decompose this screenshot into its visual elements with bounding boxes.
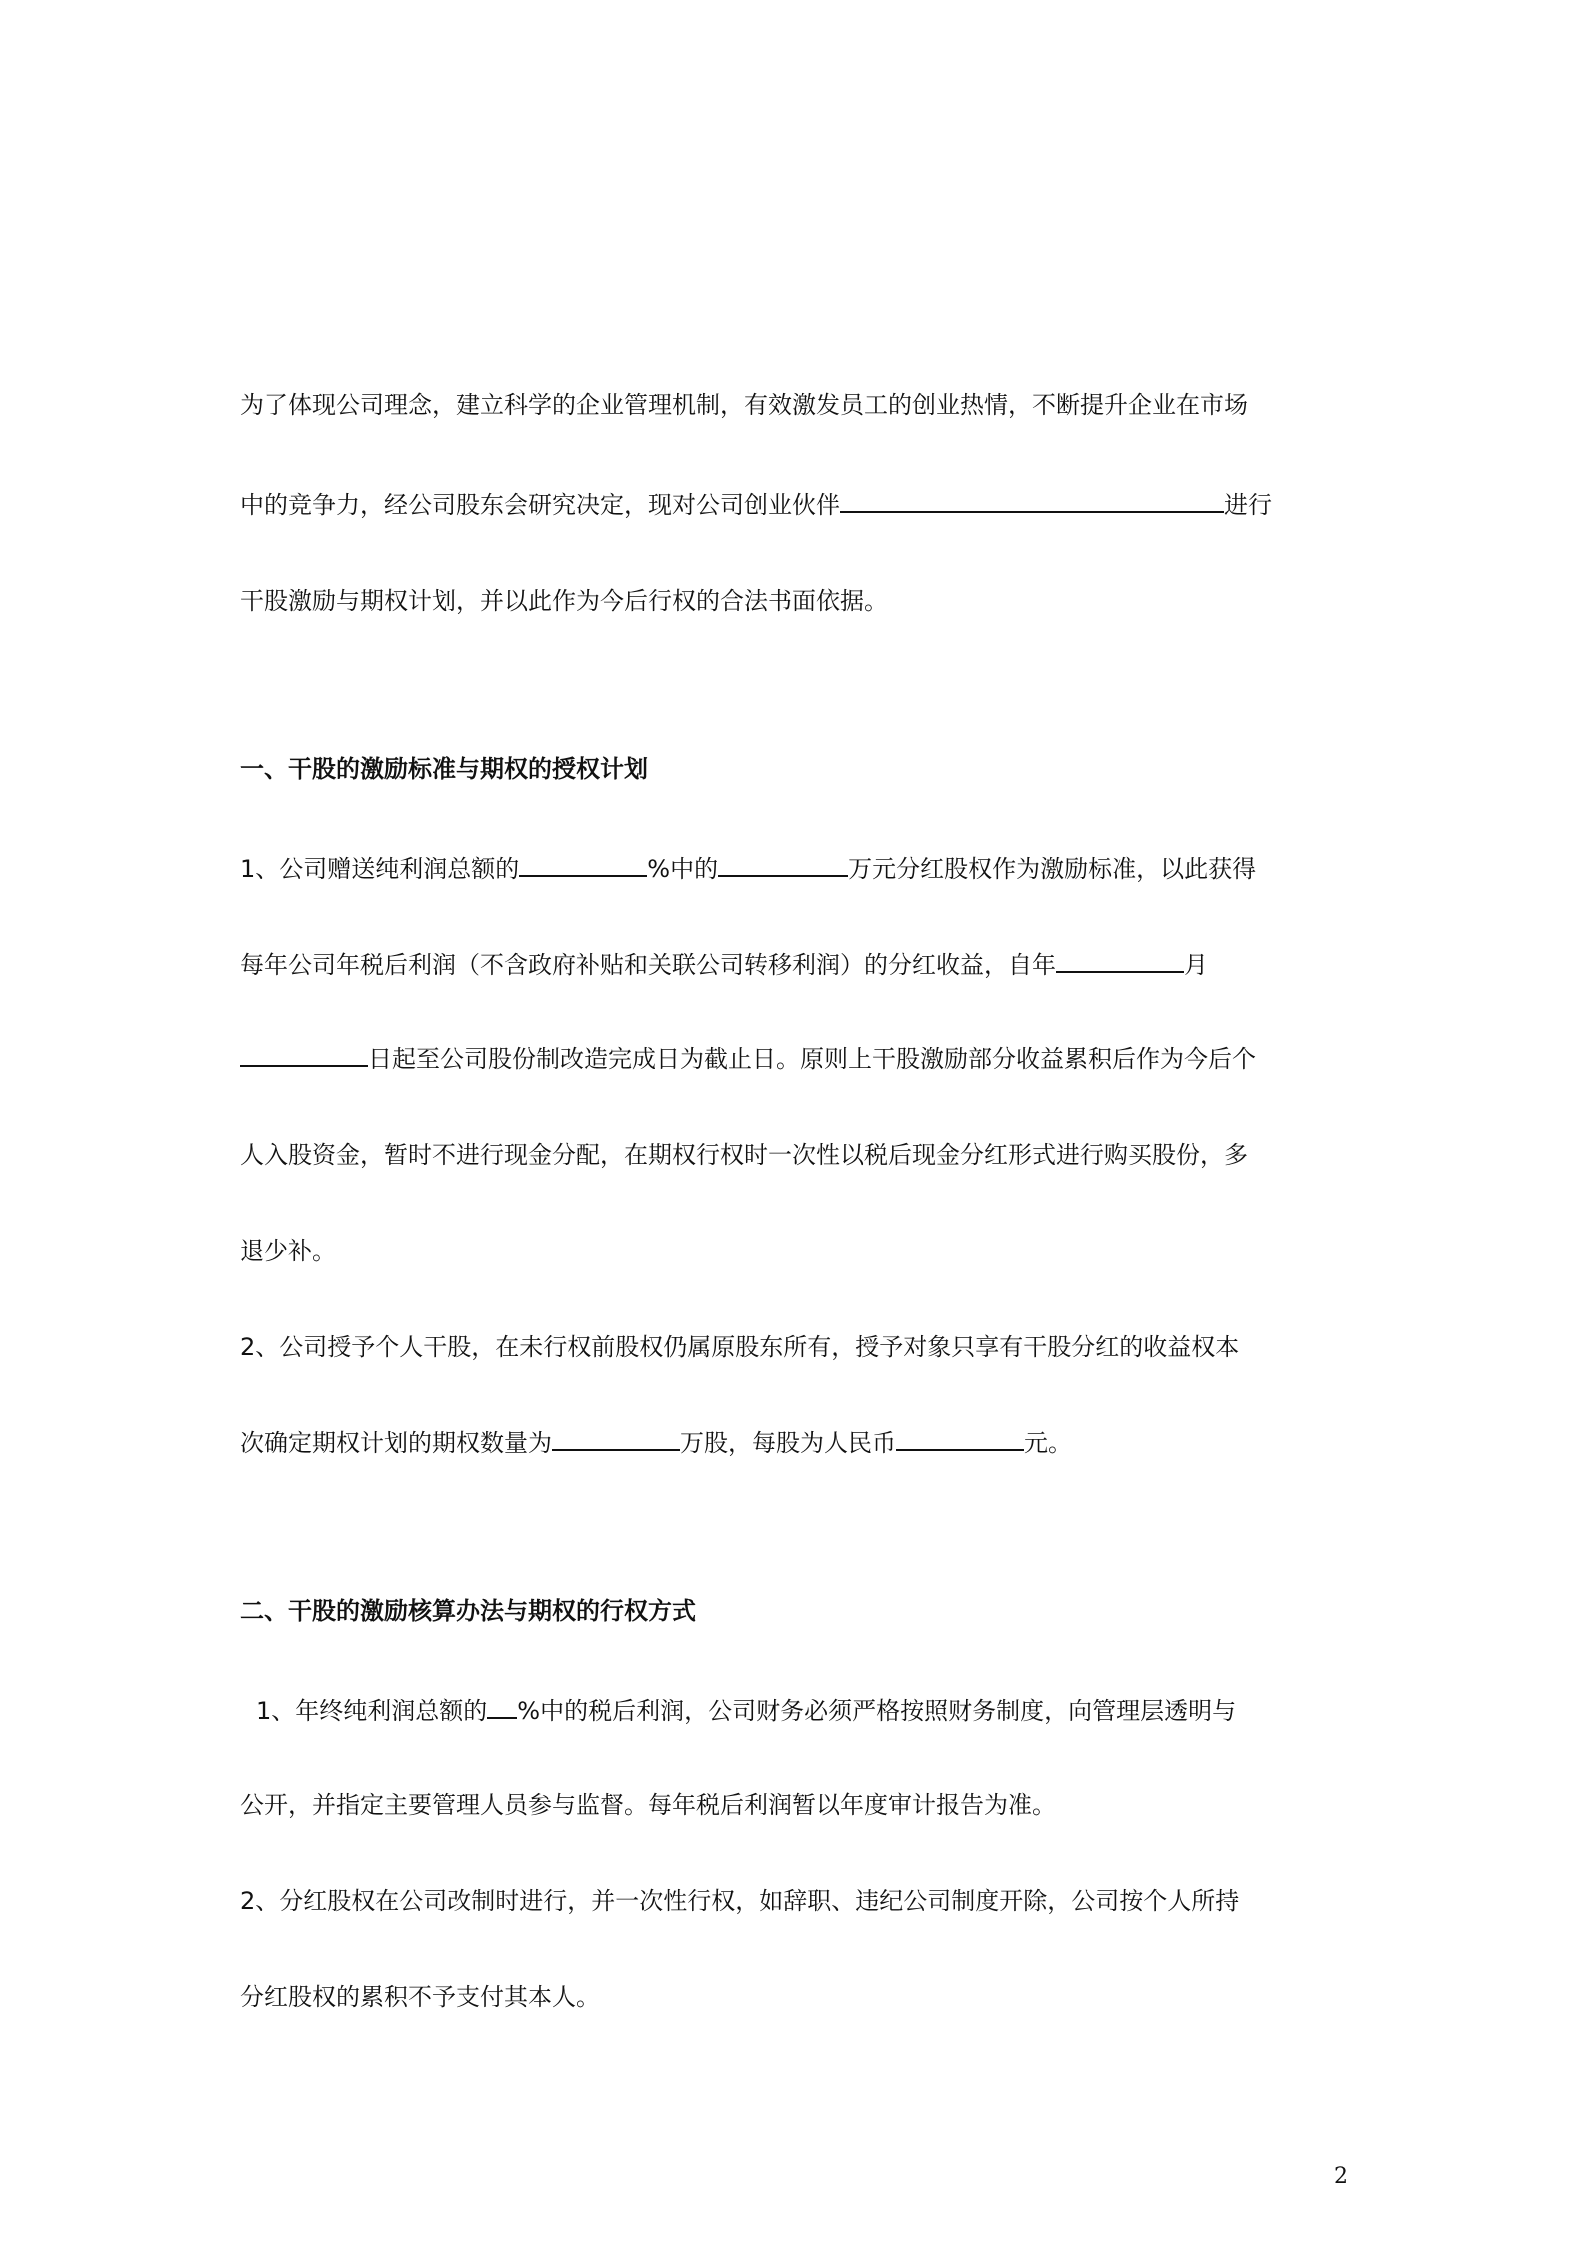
profit-percent-blank[interactable]: [519, 855, 647, 877]
s1-p2-line-2: [240, 1426, 1072, 1460]
intro-line-1: [240, 388, 1248, 422]
s1-p1-text-1c: 万元分红股权作为激励标准，以此获得: [848, 855, 1257, 883]
day-blank[interactable]: [240, 1045, 368, 1067]
intro-text-2b: 进行: [1224, 491, 1272, 519]
s1-p2-text-2c: 元。: [1024, 1429, 1072, 1457]
s1-p1-line-1: [240, 852, 1256, 886]
s1-p1-text-2b: 月: [1184, 951, 1208, 979]
s1-p1-text-1a: 1、公司赠送纯利润总额的: [240, 855, 520, 883]
s2-p2-line-2: [240, 1980, 600, 2014]
s2-p2-text-2: 分红股权的累积不予支付其本人。: [240, 1983, 600, 2011]
section-1-heading-text: 一、干股的激励标准与期权的授权计划: [240, 755, 648, 783]
s1-p1-text-5: 退少补。: [240, 1237, 336, 1265]
year-end-percent-blank[interactable]: [487, 1697, 517, 1719]
s2-p1-text-2: 公开，并指定主要管理人员参与监督。每年税后利润暂以年度审计报告为准。: [240, 1791, 1056, 1819]
intro-line-3: [240, 584, 888, 618]
intro-line-2: [240, 488, 1272, 522]
s2-p1-text-1a: 1、年终纯利润总额的: [256, 1697, 488, 1725]
section-2-heading: [240, 1594, 696, 1628]
section-1-heading: [240, 752, 648, 786]
amount-blank[interactable]: [718, 855, 848, 877]
intro-text-3: 干股激励与期权计划，并以此作为今后行权的合法书面依据。: [240, 587, 888, 615]
s1-p1-line-5: [240, 1234, 336, 1268]
partner-name-blank[interactable]: [840, 491, 1224, 513]
price-per-share-blank[interactable]: [896, 1429, 1024, 1451]
s2-p2-line-1: [240, 1884, 1239, 1918]
s2-p2-text-1: 2、分红股权在公司改制时进行，并一次性行权，如辞职、违纪公司制度开除，公司按个人所持: [240, 1887, 1240, 1915]
s2-p1-line-1: [256, 1694, 1236, 1728]
s1-p2-text-1: 2、公司授予个人干股，在未行权前股权仍属原股东所有，授予对象只享有干股分红的收益权本: [240, 1333, 1240, 1361]
s1-p1-text-3: 日起至公司股份制改造完成日为截止日。原则上干股激励部分收益累积后作为今后个: [368, 1045, 1256, 1073]
s1-p1-line-4: [240, 1138, 1248, 1172]
s2-p1-text-1b: %中的税后利润，公司财务必须严格按照财务制度，向管理层透明与: [517, 1697, 1237, 1725]
s1-p1-line-2: [240, 948, 1208, 982]
s1-p1-text-4: 人入股资金，暂时不进行现金分配，在期权行权时一次性以税后现金分红形式进行购买股份，多: [240, 1141, 1248, 1169]
s2-p1-line-2: [240, 1788, 1056, 1822]
option-quantity-blank[interactable]: [552, 1429, 680, 1451]
intro-text-2a: 中的竞争力，经公司股东会研究决定，现对公司创业伙伴: [240, 491, 840, 519]
s1-p2-text-2b: 万股，每股为人民币: [680, 1429, 896, 1457]
intro-text-1: 为了体现公司理念，建立科学的企业管理机制，有效激发员工的创业热情，不断提升企业在市场: [240, 391, 1248, 419]
s1-p1-text-1b: %中的: [647, 855, 719, 883]
s1-p2-text-2a: 次确定期权计划的期权数量为: [240, 1429, 552, 1457]
page-number: 2: [1334, 2164, 1348, 2189]
month-blank[interactable]: [1056, 951, 1184, 973]
s1-p1-text-2a: 每年公司年税后利润（不含政府补贴和关联公司转移利润）的分红收益，自年: [240, 951, 1056, 979]
section-2-heading-text: 二、干股的激励核算办法与期权的行权方式: [240, 1597, 696, 1625]
s1-p1-line-3: [240, 1042, 1256, 1076]
s1-p2-line-1: [240, 1330, 1239, 1364]
